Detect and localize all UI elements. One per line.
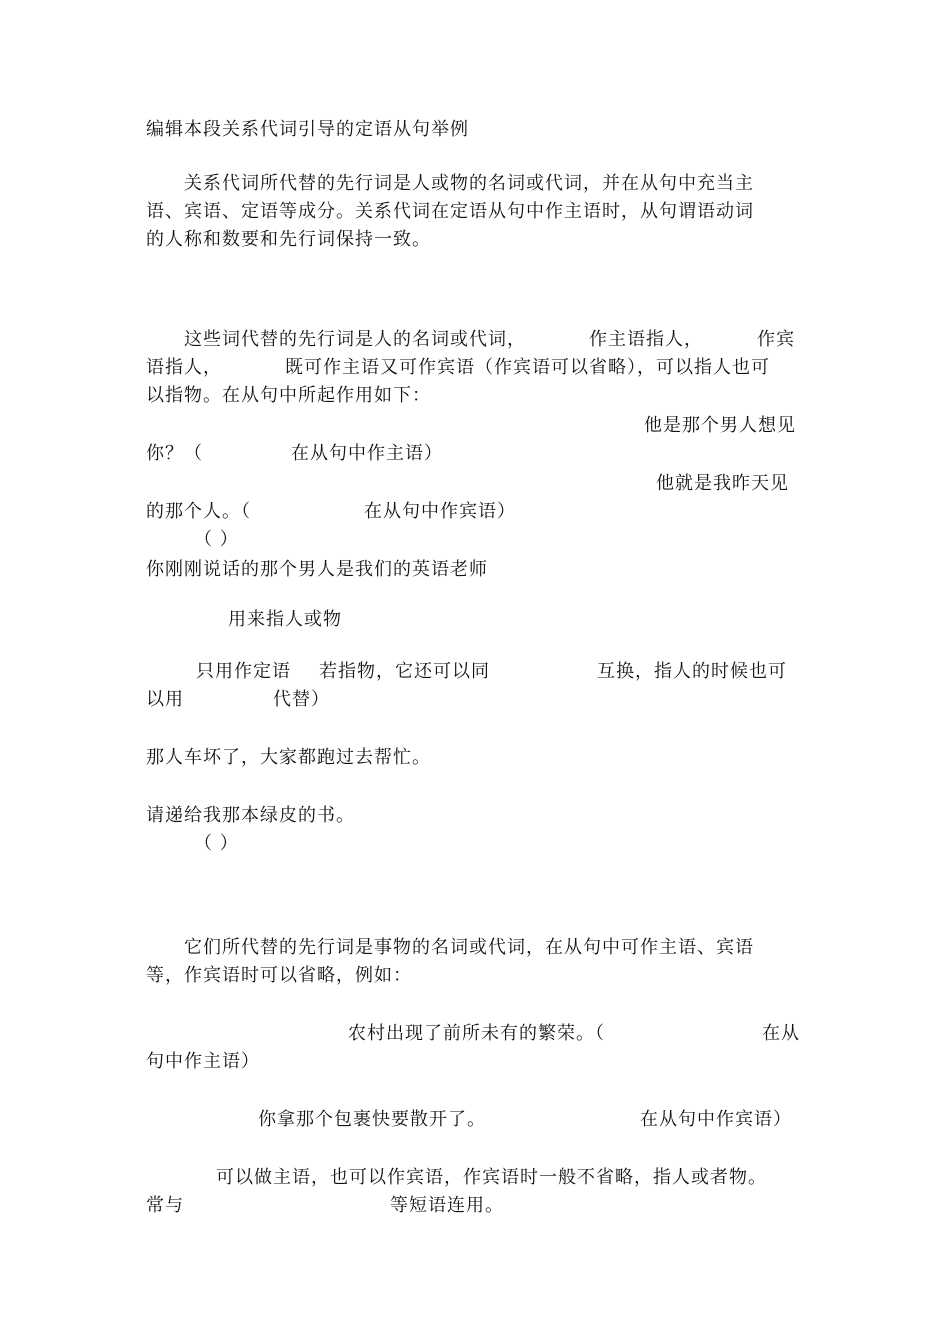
example-1b: 你？（ (146, 443, 203, 464)
intro-line-3: 的人称和数要和先行词保持一致。 (146, 229, 431, 250)
intro-line-1: 关系代词所代替的先行词是人或物的名词或代词，并在从句中充当主 (184, 173, 754, 194)
which-example-1c: 句中作主语） (146, 1051, 260, 1072)
who-line-1a: 这些词代替的先行词是人的名词或代词， (184, 329, 526, 350)
who-line-2b: 既可作主语又可作宾语（作宾语可以省略），可以指人也可 (285, 357, 770, 378)
whose-example-2: 请递给我那本绿皮的书。 (146, 805, 355, 826)
example-3: 你刚刚说话的那个男人是我们的英语老师 (146, 559, 488, 580)
which-example-1b: 在从 (762, 1023, 800, 1044)
parentheses-1: （ ） (194, 529, 239, 550)
that-line-1: 可以做主语，也可以作宾语，作宾语时一般不省略，指人或者物。 (216, 1167, 767, 1188)
who-line-2a: 语指人， (146, 357, 222, 378)
which-example-1a: 农村出现了前所未有的繁荣。（ (348, 1023, 605, 1044)
who-line-1c: 作宾 (757, 329, 795, 350)
who-line-1b: 作主语指人， (589, 329, 703, 350)
which-example-2b: 在从句中作宾语） (640, 1109, 792, 1130)
who-line-3: 以指物。在从句中所起作用如下： (146, 385, 431, 406)
whose-line-1b: 若指物，它还可以同 (319, 661, 490, 682)
whose-line-2a: 以用 (146, 689, 184, 710)
example-2a: 他就是我昨天见 (656, 473, 789, 494)
that-line-2b: 等短语连用。 (390, 1195, 504, 1216)
which-example-2a: 你拿那个包裹快要散开了。 (258, 1109, 486, 1130)
whose-line-1a: 只用作定语 (196, 661, 291, 682)
which-line-1: 它们所代替的先行词是事物的名词或代词，在从句中可作主语、宾语 (184, 937, 754, 958)
whose-line-2b: 代替） (273, 689, 330, 710)
example-2c: 在从句中作宾语） (364, 501, 516, 522)
that-line-2a: 常与 (146, 1195, 184, 1216)
whose-line-1c: 互换，指人的时候也可 (597, 661, 787, 682)
parentheses-2: （ ） (194, 833, 239, 854)
whose-usage: 用来指人或物 (228, 609, 342, 630)
example-1a: 他是那个男人想见 (644, 415, 796, 436)
intro-line-2: 语、宾语、定语等成分。关系代词在定语从句中作主语时，从句谓语动词 (146, 201, 754, 222)
whose-example-1: 那人车坏了，大家都跑过去帮忙。 (146, 747, 431, 768)
section-title: 编辑本段关系代词引导的定语从句举例 (146, 119, 469, 140)
example-2b: 的那个人。（ (146, 501, 251, 522)
example-1c: 在从句中作主语） (291, 443, 443, 464)
which-line-2: 等，作宾语时可以省略，例如： (146, 965, 412, 986)
